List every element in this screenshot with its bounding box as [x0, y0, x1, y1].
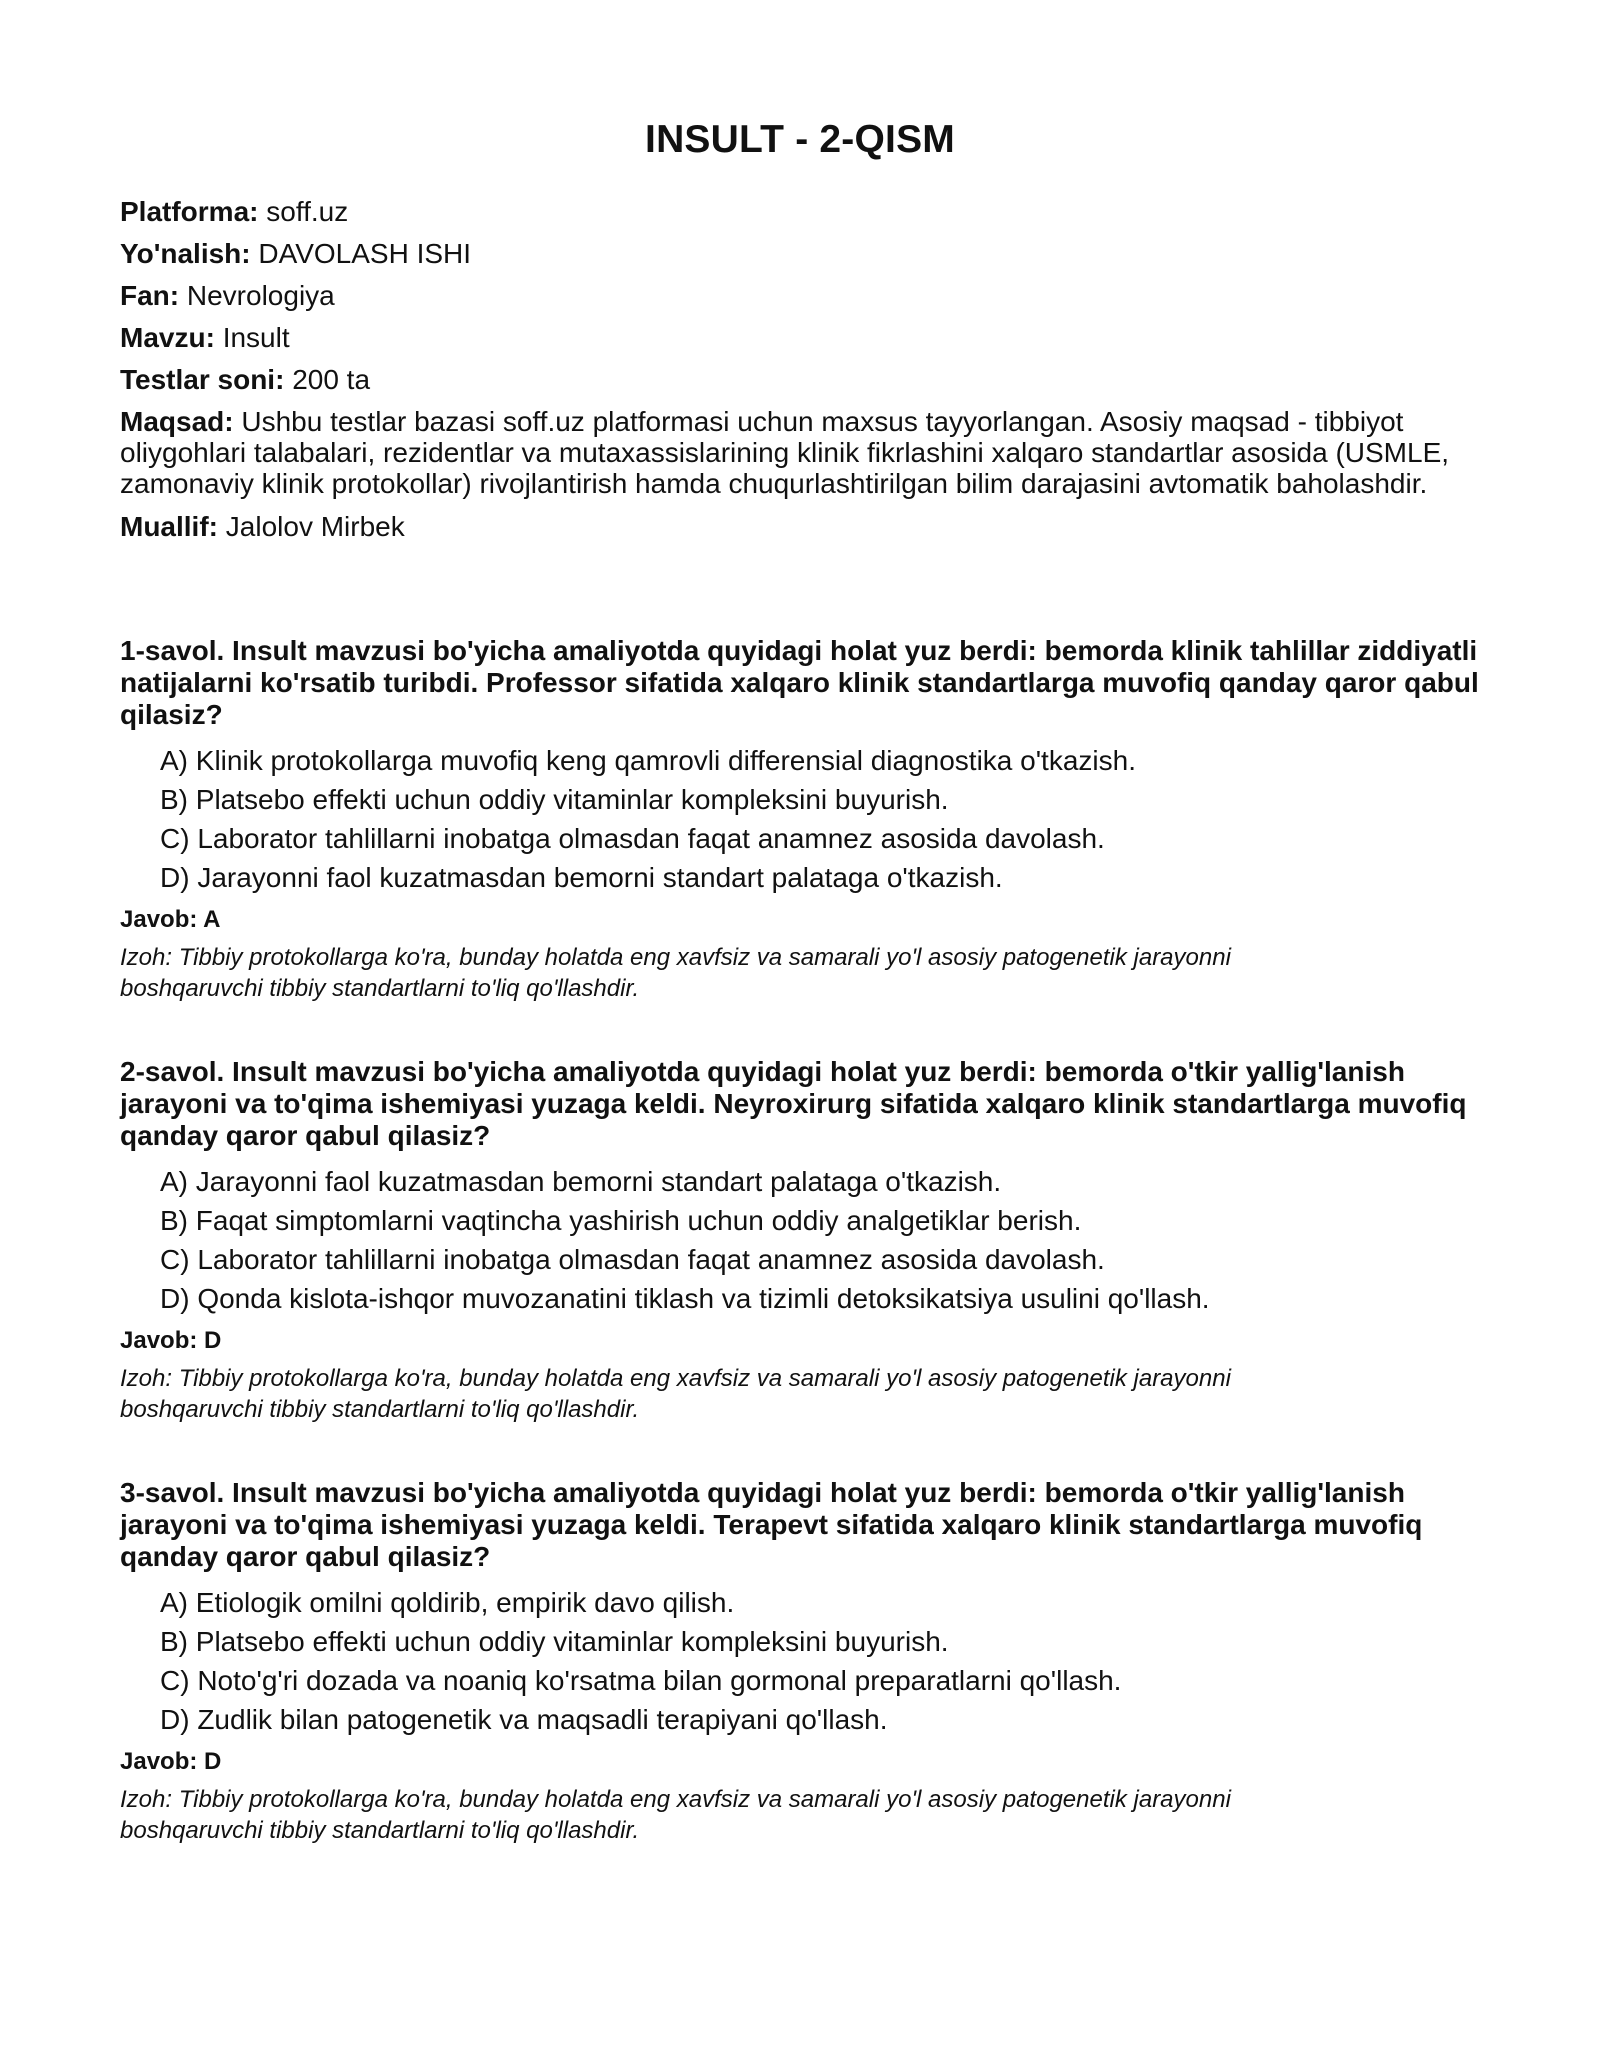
meta-key: Mavzu:: [120, 322, 215, 353]
option-list: [120, 745, 1480, 894]
question-2: [120, 1056, 1480, 1425]
answer-label: Javob: D: [120, 1327, 222, 1354]
meta-value: Ushbu testlar bazasi soff.uz platformasi uchun maxsus tayyorlangan. Asosiy maqsad - tibbiyot oliygohlari talabalari, rezidentlar va mutaxassislarining klinik fikrlashini xalqaro standartlar asosida (USMLE, zamonaviy klinik protokollar) rivojlantirish hamda chuqurlashtirilgan bilim darajasini avtomatik baholashdir.: [120, 406, 1450, 499]
question-text: 3-savol. Insult mavzusi bo'yicha amaliyotda quyidagi holat yuz berdi: bemorda o'tkir yallig'lanish jarayoni va to'qima ishemiyasi yuzaga keldi. Terapevt sifatida xalqaro klinik standartlarga muvofiq qanday qaror qabul qilasiz?: [120, 1477, 1423, 1572]
meta-key: Yo'nalish:: [120, 238, 251, 269]
explanation-note: Izoh: Tibbiy protokollarga ko'ra, bunday holatda eng xavfsiz va samarali yo'l asosiy patogenetik jarayonni boshqaruvchi tibbiy standartlarni to'liq qo'llashdir.: [120, 1365, 1231, 1423]
answer-label: Javob: A: [120, 906, 221, 933]
meta-maqsad: [120, 406, 1480, 499]
meta-platforma: [120, 196, 1480, 228]
meta-key: Platforma:: [120, 196, 259, 227]
question-list: [120, 635, 1480, 1846]
document-title: INSULT - 2-QISM: [645, 118, 955, 161]
option-b: B) Faqat simptomlarni vaqtincha yashirish uchun oddiy analgetiklar berish.: [160, 1205, 1082, 1236]
option-d: D) Zudlik bilan patogenetik va maqsadli terapiyani qo'llash.: [160, 1704, 888, 1735]
meta-yonalish: [120, 238, 1480, 270]
meta-key: Fan:: [120, 280, 180, 311]
explanation-note: Izoh: Tibbiy protokollarga ko'ra, bunday holatda eng xavfsiz va samarali yo'l asosiy patogenetik jarayonni boshqaruvchi tibbiy standartlarni to'liq qo'llashdir.: [120, 944, 1231, 1002]
meta-fan: [120, 280, 1480, 312]
meta-key: Maqsad:: [120, 406, 234, 437]
document-meta: [120, 196, 1480, 543]
option-c: C) Laborator tahlillarni inobatga olmasdan faqat anamnez asosida davolash.: [160, 823, 1105, 854]
explanation-note: Izoh: Tibbiy protokollarga ko'ra, bunday holatda eng xavfsiz va samarali yo'l asosiy patogenetik jarayonni boshqaruvchi tibbiy standartlarni to'liq qo'llashdir.: [120, 1786, 1231, 1844]
option-c: C) Noto'g'ri dozada va noaniq ko'rsatma bilan gormonal preparatlarni qo'llash.: [160, 1665, 1122, 1696]
question-text: 2-savol. Insult mavzusi bo'yicha amaliyotda quyidagi holat yuz berdi: bemorda o'tkir yallig'lanish jarayoni va to'qima ishemiyasi yuzaga keldi. Neyroxirurg sifatida xalqaro klinik standartlarga muvofiq qanday qaror qabul qilasiz?: [120, 1056, 1467, 1151]
option-list: [120, 1587, 1480, 1736]
meta-testlar-soni: [120, 364, 1480, 396]
meta-key: Testlar soni:: [120, 364, 285, 395]
meta-value: soff.uz: [266, 196, 349, 227]
option-b: B) Platsebo effekti uchun oddiy vitaminlar kompleksini buyurish.: [160, 784, 949, 815]
option-c: C) Laborator tahlillarni inobatga olmasdan faqat anamnez asosida davolash.: [160, 1244, 1105, 1275]
meta-value: Nevrologiya: [186, 280, 335, 311]
meta-value: Insult: [222, 322, 290, 353]
option-d: D) Qonda kislota-ishqor muvozanatini tiklash va tizimli detoksikatsiya usulini qo'llash.: [160, 1283, 1210, 1314]
option-d: D) Jarayonni faol kuzatmasdan bemorni standart palataga o'tkazish.: [160, 862, 1003, 893]
meta-value: DAVOLASH ISHI: [258, 238, 472, 269]
question-1: [120, 635, 1480, 1004]
meta-value: 200 ta: [292, 364, 371, 395]
option-a: A) Jarayonni faol kuzatmasdan bemorni standart palataga o'tkazish.: [160, 1166, 1002, 1197]
question-text: 1-savol. Insult mavzusi bo'yicha amaliyotda quyidagi holat yuz berdi: bemorda klinik tahlillar ziddiyatli natijalarni ko'rsatib turibdi. Professor sifatida xalqaro klinik standartlarga muvofiq qanday qaror qabul qilasiz?: [120, 635, 1479, 730]
option-a: A) Etiologik omilni qoldirib, empirik davo qilish.: [160, 1587, 735, 1618]
meta-muallif: [120, 511, 1480, 543]
option-list: [120, 1166, 1480, 1315]
meta-value: Jalolov Mirbek: [225, 511, 405, 542]
option-a: A) Klinik protokollarga muvofiq keng qamrovli differensial diagnostika o'tkazish.: [160, 745, 1136, 776]
answer-label: Javob: D: [120, 1748, 222, 1775]
question-3: [120, 1477, 1480, 1846]
meta-key: Muallif:: [120, 511, 218, 542]
option-b: B) Platsebo effekti uchun oddiy vitaminlar kompleksini buyurish.: [160, 1626, 949, 1657]
meta-mavzu: [120, 322, 1480, 354]
